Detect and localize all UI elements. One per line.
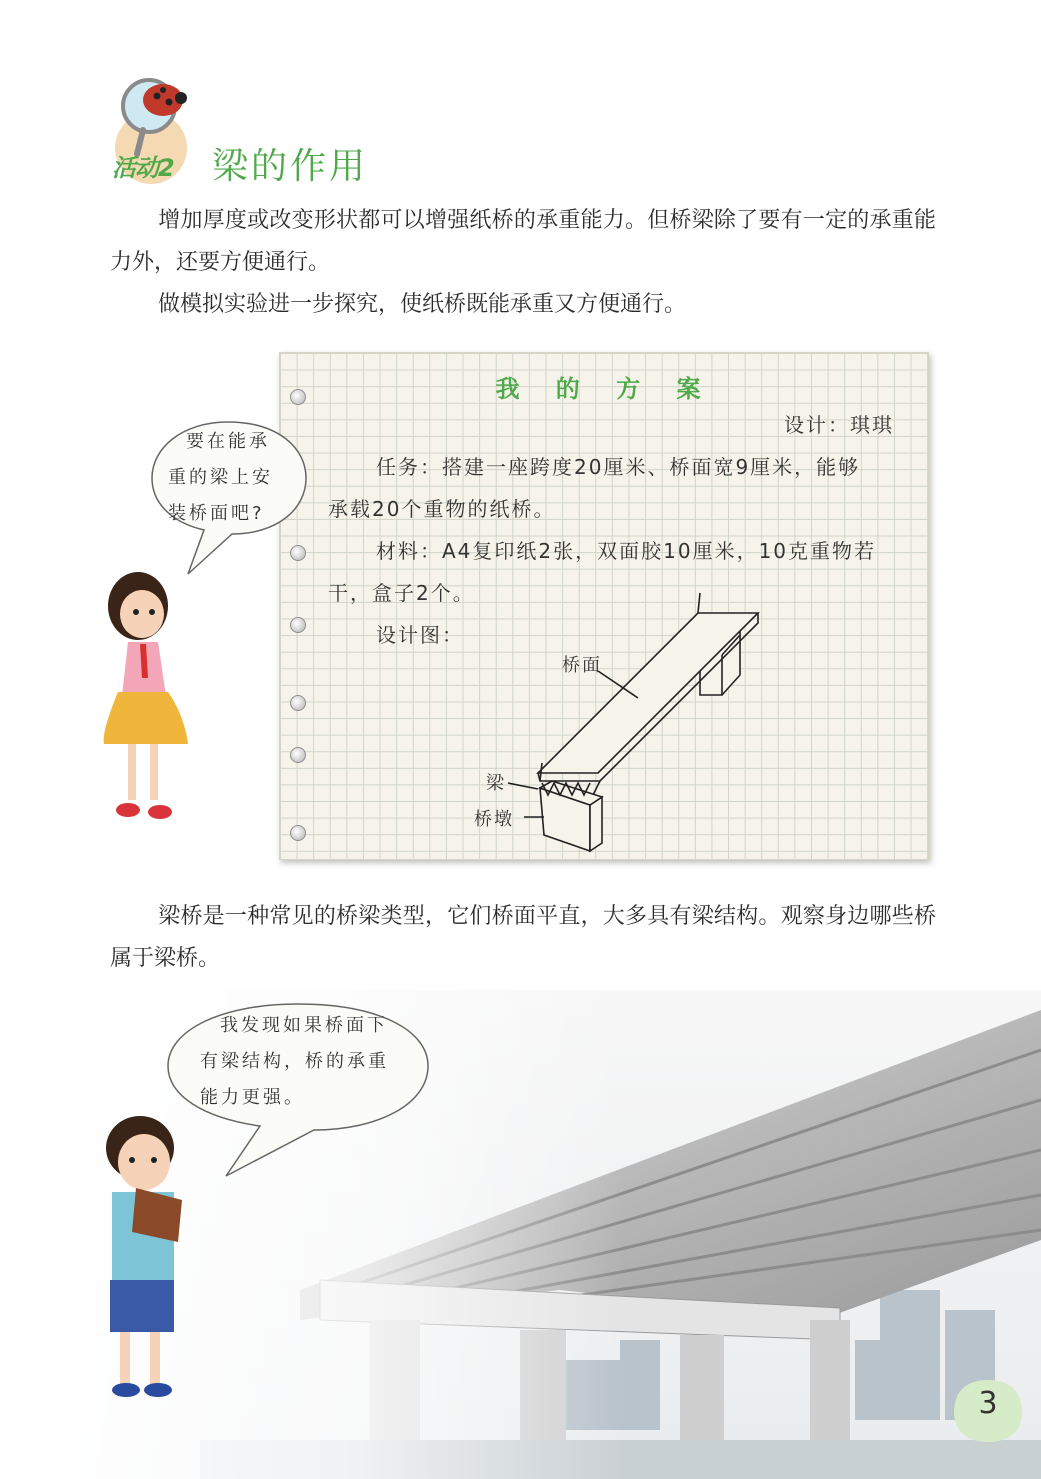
notebook-title: 我 的 方 案 bbox=[495, 375, 715, 403]
beam-bridge-text: 梁桥是一种常见的桥梁类型，它们桥面平直，大多具有梁结构。观察身边哪些桥属于梁桥。 bbox=[110, 904, 936, 971]
girl-bubble-line-3: 装桥面吧? bbox=[168, 503, 265, 524]
page-number: 3 bbox=[978, 1386, 998, 1421]
binder-hole bbox=[290, 617, 306, 633]
intro-paragraph-1-text: 增加厚度或改变形状都可以增强纸桥的承重能力。但桥梁除了要有一定的承重能力外，还要方便通行。 bbox=[110, 208, 936, 275]
boy-illustration bbox=[96, 1112, 188, 1398]
task-line-1: 任务：搭建一座跨度20厘米、桥面宽9厘米，能够 bbox=[376, 455, 861, 479]
girl-bubble-line-2: 重的梁上安 bbox=[168, 467, 273, 488]
activity-label: 活动2 bbox=[112, 154, 174, 182]
design-plan-notebook bbox=[279, 352, 929, 860]
girl-illustration bbox=[98, 566, 194, 824]
boy-bubble-line-3: 能力更强。 bbox=[200, 1087, 305, 1108]
diagram-label-pier: 桥墩 bbox=[474, 809, 514, 830]
binder-hole bbox=[290, 747, 306, 763]
task-line-2: 承载20个重物的纸桥。 bbox=[328, 497, 556, 521]
diagram-label-beam: 梁 bbox=[486, 773, 506, 794]
boy-bubble-line-1: 我发现如果桥面下 bbox=[220, 1015, 388, 1036]
boy-bubble-line-2: 有梁结构，桥的承重 bbox=[200, 1051, 389, 1072]
materials-line-2: 干，盒子2个。 bbox=[328, 581, 475, 605]
intro-paragraph-2 bbox=[110, 284, 936, 326]
diagram-label-deck: 桥面 bbox=[562, 655, 602, 676]
intro-paragraph-1 bbox=[110, 200, 936, 284]
materials-line-1: 材料：A4复印纸2张，双面胶10厘米，10克重物若 bbox=[376, 539, 877, 563]
design-label: 设计图： bbox=[376, 623, 464, 647]
binder-hole bbox=[290, 825, 306, 841]
beam-bridge-paragraph bbox=[110, 896, 936, 980]
girl-bubble-line-1: 要在能承 bbox=[186, 431, 270, 452]
intro-paragraph-2-text: 做模拟实验进一步探究，使纸桥既能承重又方便通行。 bbox=[158, 292, 687, 317]
designer-credit: 设计：琪琪 bbox=[784, 413, 894, 437]
binder-hole bbox=[290, 695, 306, 711]
page-title: 梁的作用 bbox=[212, 146, 369, 187]
